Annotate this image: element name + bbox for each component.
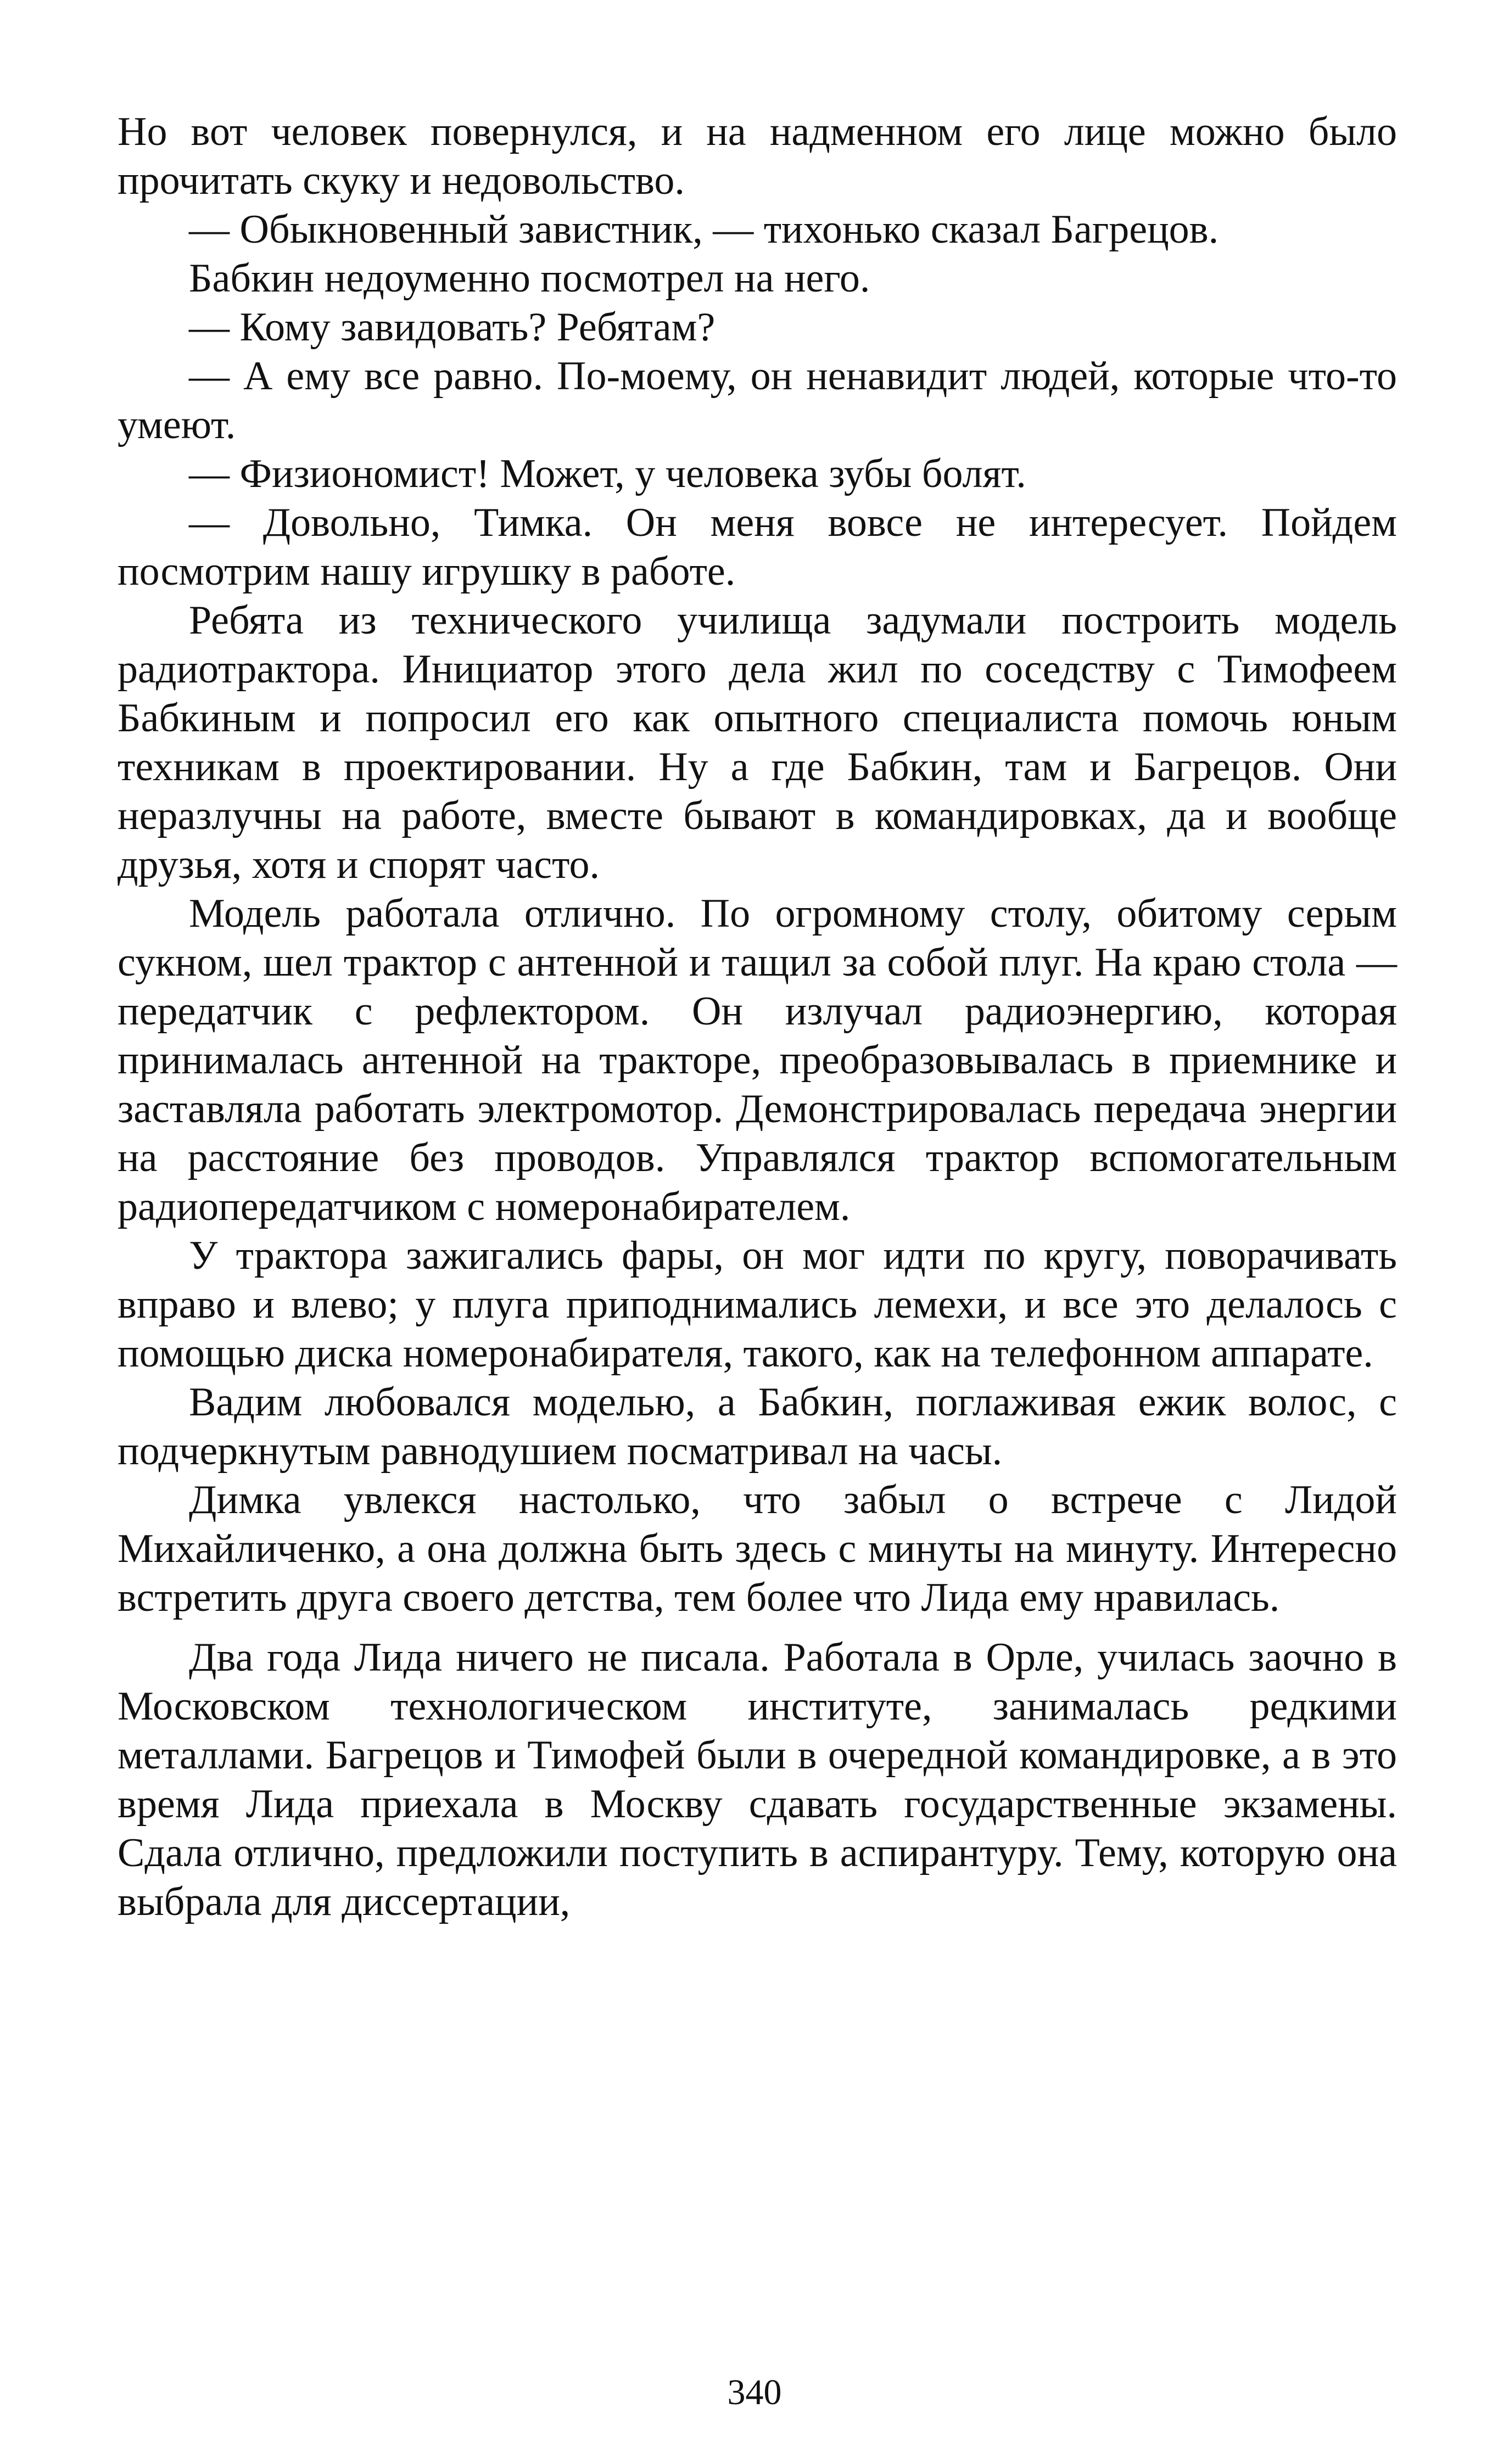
paragraph-1: Но вот человек повернулся, и на надменном его лице можно было прочитать скуку и недовольство.	[118, 109, 1397, 203]
paragraph-5: — А ему все равно. По-моему, он ненавидит людей, которые что-то умеют.	[118, 354, 1397, 447]
paragraph-11: Вадим любовался моделью, а Бабкин, поглаживая ежик волос, с подчеркнутым равнодушием посматривал на часы.	[118, 1380, 1397, 1474]
paragraph-6: — Физиономист! Может, у человека зубы болят.	[189, 451, 1026, 496]
paragraph-10: У трактора зажигались фары, он мог идти по кругу, поворачивать вправо и влево; у плуга приподнимались лемехи, и все это делалось с помощью диска номеронабирателя, такого, как на телефонном аппарате.	[118, 1233, 1397, 1376]
paragraph-2: — Обыкновенный завистник, — тихонько сказал Багрецов.	[189, 207, 1219, 252]
paragraph-8: Ребята из технического училища задумали построить модель радиотрактора. Инициатор этого дела жил по соседству с Тимофеем Бабкиным и попросил его как опытного специалиста помочь юным техникам в проектировании. Ну а где Бабкин, там и Багрецов. Они неразлучны на работе, вместе бывают в командировках, да и вообще друзья, хотя и спорят часто.	[118, 598, 1397, 887]
body-text	[118, 108, 1397, 1927]
paragraph-4: — Кому завидовать? Ребятам?	[189, 305, 716, 350]
paragraph-13: Два года Лида ничего не писала. Работала в Орле, училась заочно в Московском технологическом институте, занималась редкими металлами. Багрецов и Тимофей были в очередной командировке, а в это время Лида приехала в Москву сдавать государственные экзамены. Сдала отлично, предложили поступить в аспирантуру. Тему, которую она выбрала для диссертации,	[118, 1635, 1397, 1924]
paragraph-7: — Довольно, Тимка. Он меня вовсе не интересует. Пойдем посмотрим нашу игрушку в работе.	[118, 500, 1397, 594]
paragraph-3: Бабкин недоуменно посмотрел на него.	[189, 256, 870, 301]
paragraph-12: Димка увлекся настолько, что забыл о встрече с Лидой Михайличенко, а она должна быть здесь с минуты на минуту. Интересно встретить друга своего детства, тем более что Лида ему нравилась.	[118, 1477, 1397, 1620]
paragraph-9: Модель работала отлично. По огромному столу, обитому серым сукном, шел трактор с антенной и тащил за собой плуг. На краю стола — передатчик с рефлектором. Он излучал радиоэнергию, которая принималась антенной на тракторе, преобразовывалась в приемнике и заставляла работать электромотор. Демонстрировалась передача энергии на расстояние без проводов. Управлялся трактор вспомогательным радиопередатчиком с номеронабирателем.	[118, 891, 1397, 1229]
page-number: 340	[727, 2372, 782, 2412]
